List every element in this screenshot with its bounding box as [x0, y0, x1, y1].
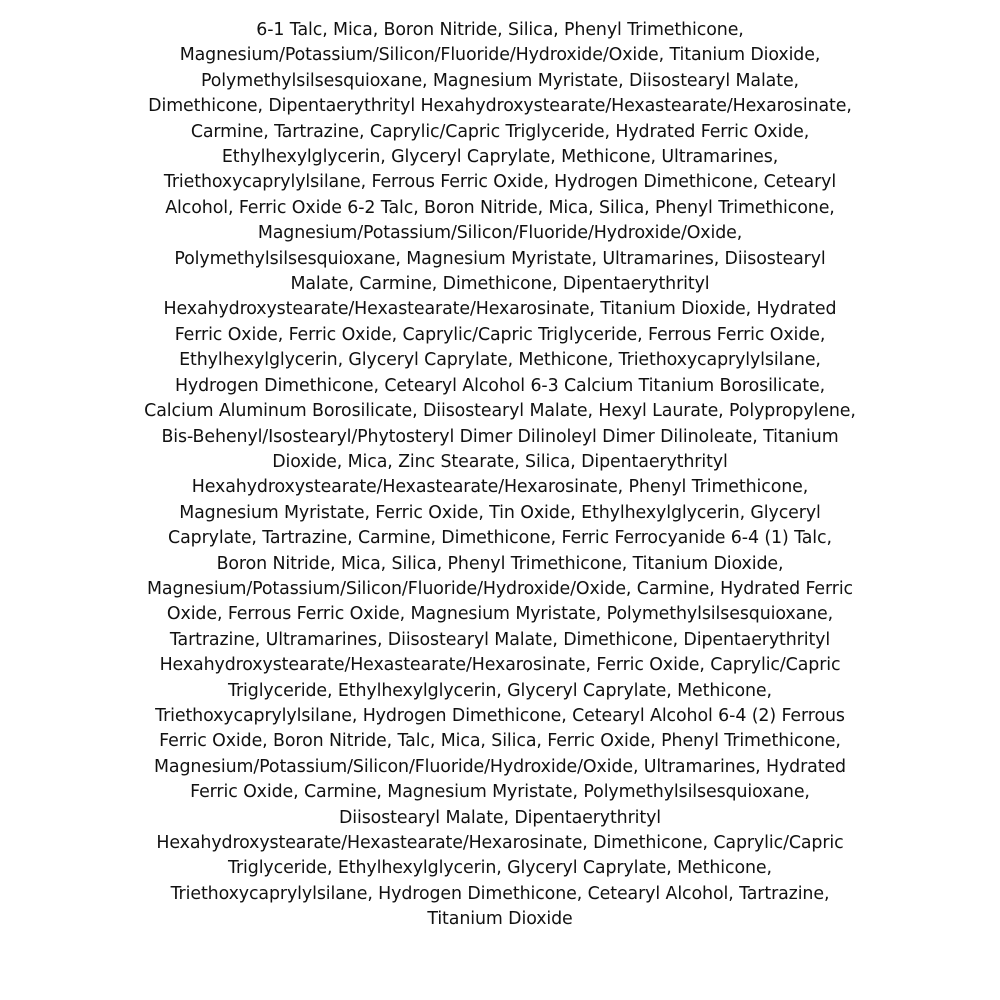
ingredients-list-text: 6-1 Talc, Mica, Boron Nitride, Silica, Phenyl Trimethicone, Magnesium/Potassium/Silicon/Fluoride/Hydroxide/Oxide, Titanium Dioxide, Polymethylsilsesquioxane, Magnesium Myristate, Diisostearyl Malate, Dimethicone, Dipentaerythrityl Hexahydroxystearate/Hexastearate/Hexarosinate, Carmine, Tartrazine, Caprylic/Capric Triglyceride, Hydrated Ferric Oxide, Ethylhexylglycerin, Glyceryl Caprylate, Methicone, Ultramarines, Triethoxycaprylylsilane, Ferrous Ferric Oxide, Hydrogen Dimethicone, Cetearyl Alcohol, Ferric Oxide 6-2 Talc, Boron Nitride, Mica, Silica, Phenyl Trimethicone, Magnesium/Potassium/Silicon/Fluoride/Hydroxide/Oxide, Polymethylsilsesquioxane, Magnesium Myristate, Ultramarines, Diisostearyl Malate, Carmine, Dimethicone, Dipentaerythrityl Hexahydroxystearate/Hexastearate/Hexarosinate, Titanium Dioxide, Hydrated Ferric Oxide, Ferric Oxide, Caprylic/Capric Triglyceride, Ferrous Ferric Oxide, Ethylhexylglycerin, Glyceryl Caprylate, Methicone, Triethoxycaprylylsilane, Hydrogen Dimethicone, Cetearyl Alcohol 6-3 Calcium Titanium Borosilicate, Calcium Aluminum Borosilicate, Diisostearyl Malate, Hexyl Laurate, Polypropylene, Bis-Behenyl/Isostearyl/Phytosteryl Dimer Dilinoleyl Dimer Dilinoleate, Titanium Dioxide, Mica, Zinc Stearate, Silica, Dipentaerythrityl Hexahydroxystearate/Hexastearate/Hexarosinate, Phenyl Trimethicone, Magnesium Myristate, Ferric Oxide, Tin Oxide, Ethylhexylglycerin, Glyceryl Caprylate, Tartrazine, Carmine, Dimethicone, Ferric Ferrocyanide 6-4 (1) Talc, Boron Nitride, Mica, Silica, Phenyl Trimethicone, Titanium Dioxide, Magnesium/Potassium/Silicon/Fluoride/Hydroxide/Oxide, Carmine, Hydrated Ferric Oxide, Ferrous Ferric Oxide, Magnesium Myristate, Polymethylsilsesquioxane, Tartrazine, Ultramarines, Diisostearyl Malate, Dimethicone, Dipentaerythrityl Hexahydroxystearate/Hexastearate/Hexarosinate, Ferric Oxide, Caprylic/Capric Triglyceride, Ethylhexylglycerin, Glyceryl Caprylate, Methicone, Triethoxycaprylylsilane, Hydrogen Dimethicone, Cetearyl Alcohol 6-4 (2) Ferrous Ferric Oxide, Boron Nitride, Talc, Mica, Silica, Ferric Oxide, Phenyl Trimethicone, Magnesium/Potassium/Silicon/Fluoride/Hydroxide/Oxide, Ultramarines, Hydrated Ferric Oxide, Carmine, Magnesium Myristate, Polymethylsilsesquioxane, Diisostearyl Malate, Dipentaerythrityl Hexahydroxystearate/Hexastearate/Hexarosinate, Dimethicone, Caprylic/Capric Triglyceride, Ethylhexylglycerin, Glyceryl Caprylate, Methicone, Triethoxycaprylylsilane, Hydrogen Dimethicone, Cetearyl Alcohol, Tartrazine, Titanium Dioxide	[144, 20, 856, 930]
ingredients-page	[0, 18, 1000, 933]
